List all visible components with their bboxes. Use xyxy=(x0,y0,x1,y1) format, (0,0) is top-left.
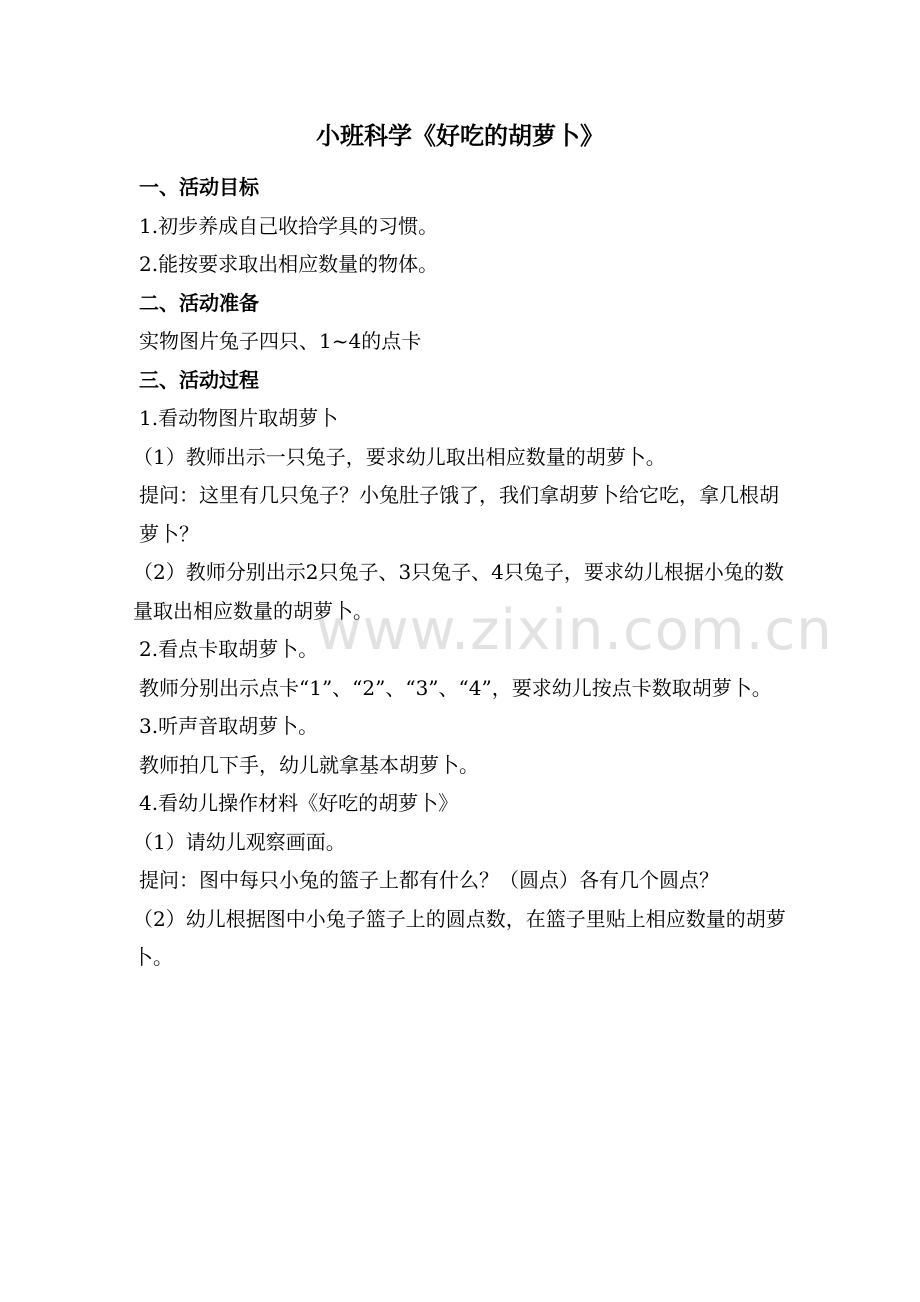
process-step-1: 1.看动物图片取胡萝卜 xyxy=(139,406,339,430)
preparation-text: 实物图片兔子四只、1~4的点卡 xyxy=(139,329,422,353)
process-step-2: 2.看点卡取胡萝卜。 xyxy=(139,637,319,661)
process-step-3-text: 教师拍几下手，幼儿就拿基本胡萝卜。 xyxy=(139,752,479,777)
process-step-4-question: 提问：图中每只小兔的篮子上都有什么？（圆点）各有几个圆点？ xyxy=(139,868,719,892)
process-step-3: 3.听声音取胡萝卜。 xyxy=(139,714,319,738)
process-step-1-sub-1: （1）教师出示一只兔子，要求幼儿取出相应数量的胡萝卜。 xyxy=(133,444,666,469)
process-step-4-sub-2: （2）幼儿根据图中小兔子篮子上的圆点数，在篮子里贴上相应数量的胡萝卜。 xyxy=(133,906,786,969)
process-step-4: 4.看幼儿操作材料《好吃的胡萝卜》 xyxy=(139,791,459,815)
goal-item-2: 2.能按要求取出相应数量的物体。 xyxy=(139,252,439,276)
section-heading-preparation: 二、活动准备 xyxy=(139,290,259,315)
watermark: www.zixin.com.cn xyxy=(316,598,833,663)
document-title: 小班科学《好吃的胡萝卜》 xyxy=(316,121,604,150)
section-heading-process: 三、活动过程 xyxy=(139,367,259,392)
section-heading-goals: 一、活动目标 xyxy=(139,175,259,199)
process-step-1-sub-2: （2）教师分别出示2只兔子、3只兔子、4只兔子，要求幼儿根据小兔的数量取出相应数量的胡萝卜。 xyxy=(133,560,784,623)
document-body xyxy=(133,168,787,977)
goal-item-1: 1.初步养成自己收拾学具的习惯。 xyxy=(139,213,439,238)
process-step-2-text: 教师分别出示点卡“1”、“2”、“3”、“4”，要求幼儿按点卡数取胡萝卜。 xyxy=(139,675,772,700)
process-step-1-question: 提问：这里有几只兔子？小兔肚子饿了，我们拿胡萝卜给它吃，拿几根胡萝卜？ xyxy=(139,483,779,546)
process-step-4-sub-1: （1）请幼儿观察画面。 xyxy=(133,829,346,854)
